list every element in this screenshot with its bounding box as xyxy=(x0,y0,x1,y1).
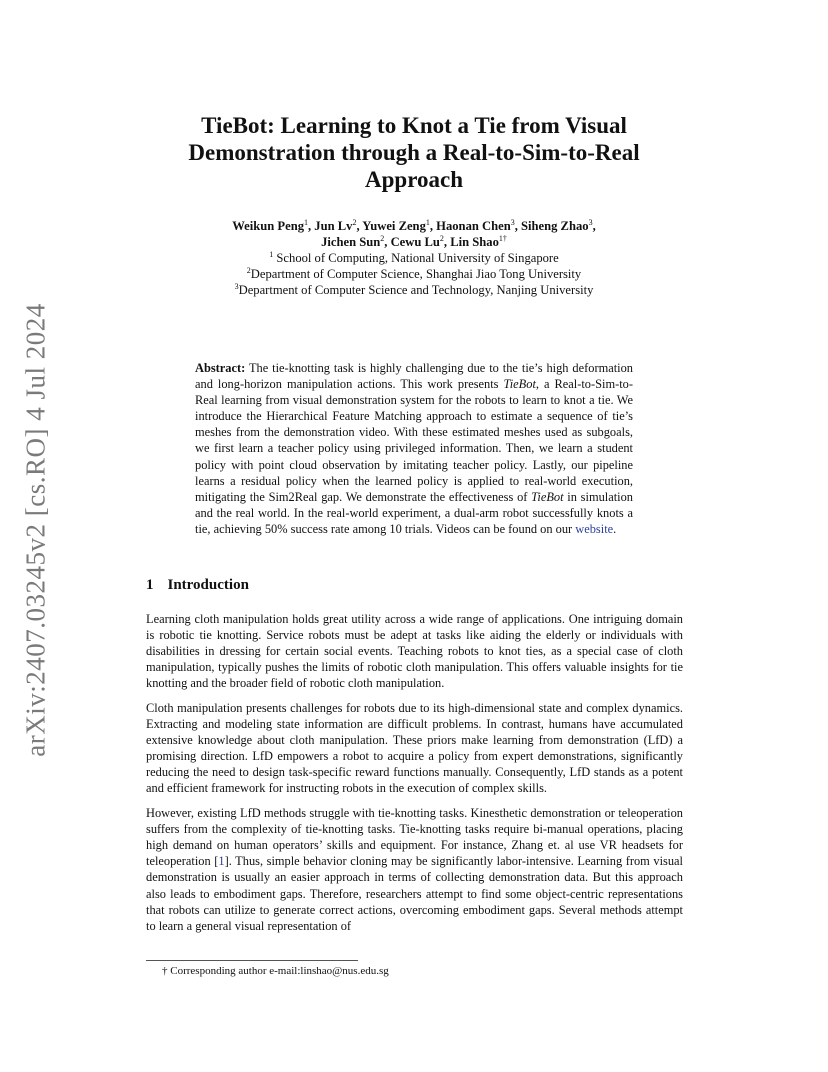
introduction-body xyxy=(146,611,683,942)
author: Jun Lv$^2$ xyxy=(314,217,357,233)
citation-link[interactable]: 1 xyxy=(218,854,225,869)
paragraph: Learning cloth manipulation holds great utility across a wide range of applications. One intriguing domain is robotic tie knotting. Service robots must be adept at tasks like aiding the elderly or individuals with disabilities in dressing for certain social events. Teaching robots to knot ties, as a special case of cloth manipulation, typically pushes the limits of robotic cloth manipulation. This offers valuable insights for tie knotting and the broader field of robotic cloth manipulation. xyxy=(146,612,683,691)
section-heading: 1 Introduction xyxy=(146,577,249,593)
abstract-label: Abstract: xyxy=(195,361,246,375)
website-link[interactable]: website xyxy=(575,521,614,536)
affiliation: $^3$Department of Computer Science and Technology, Nanjing University xyxy=(234,281,594,297)
author: Lin Shao$^{1\dagger}$ xyxy=(450,233,507,249)
paper-title: TieBot: Learning to Knot a Tie from Visual Demonstration through a Real-to-Sim-to-Real Approach xyxy=(188,113,640,192)
affiliation: $^1$ School of Computing, National University of Singapore xyxy=(269,249,559,265)
author: Haonan Chen$^3$ xyxy=(436,217,515,233)
author: Cewu Lu$^2$ xyxy=(390,233,444,249)
paragraph: Cloth manipulation presents challenges for robots due to its high-dimensional state and complex dynamics. Extracting and modeling state information are difficult problems. In contrast, humans have accumulated extensive knowledge about cloth manipulation. These priors make learning from demonstration (LfD) a promising direction. LfD empowers a robot to acquire a policy from expert demonstrations, significantly reducing the need to design task-specific reward functions manually. Consequently, LfD stands as a potent and efficient framework for instructing robots in the execution of complex skills. xyxy=(146,700,683,796)
author: Siheng Zhao$^3$ xyxy=(521,217,593,233)
footnote: † Corresponding author e-mail:linshao@nus.edu.sg xyxy=(162,965,389,977)
abstract: Abstract: The tie-knotting task is highly challenging due to the tie’s high deformation and long-horizon manipulation actions. This work presents TieBot, a Real-to-Sim-to-Real learning from visual demonstration system for the robots to learn to knot a tie. We introduce the Hierarchical Feature Matching approach to estimate a sequence of tie’s meshes from the demonstration video. With these estimated meshes used as subgoals, we first learn a teacher policy using privileged information. Then, we learn a student policy with point cloud observation by imitating teacher policy. Lastly, our pipeline learns a residual policy when the learned policy is applied to real-world execution, mitigating the Sim2Real gap. We demonstrate the effectiveness of TieBot in simulation and the real world. In the real-world experiment, a dual-arm robot successfully knots a tie, achieving 50% success rate among 10 trials. Videos can be found on our website. xyxy=(195,361,633,536)
footnote-rule xyxy=(146,960,358,961)
affiliation: $^2$Department of Computer Science, Shanghai Jiao Tong University xyxy=(246,265,582,281)
author: Jichen Sun$^2$ xyxy=(321,233,385,249)
arxiv-stamp-text: arXiv:2407.03245v2 [cs.RO] 4 Jul 2024 xyxy=(20,303,51,757)
author: Weikun Peng$^1$ xyxy=(232,217,308,233)
author: Yuwei Zeng$^1$ xyxy=(362,217,430,233)
paragraph: However, existing LfD methods struggle with tie-knotting tasks. Kinesthetic demonstration or teleoperation suffers from the complexity of tie-knotting tasks. Tie-knotting tasks require bi-manual operations, placing high demand on human operators’ skills and equipment. For instance, Zhang et. al use VR headsets for teleoperation [1]. Thus, simple behavior cloning may be significantly labor-intensive. Learning from visual demonstration is usually an easier approach in terms of collecting demonstration data. But this approach also leads to embodiment gaps. Therefore, researchers attempt to find some object-centric representations that robots can utilize to generate correct actions, overcoming embodiment gaps. Several methods attempt to learn a general visual representation of xyxy=(146,806,683,933)
author-list: Weikun Peng$^1$, Jun Lv$^2$, Yuwei Zeng$^1$, Haonan Chen$^3$, Siheng Zhao$^3$, Jichen Sun$^2$, Cewu Lu$^2$, Lin Shao$^{1\dagger}$ xyxy=(232,217,596,249)
affiliation-list xyxy=(150,250,678,298)
